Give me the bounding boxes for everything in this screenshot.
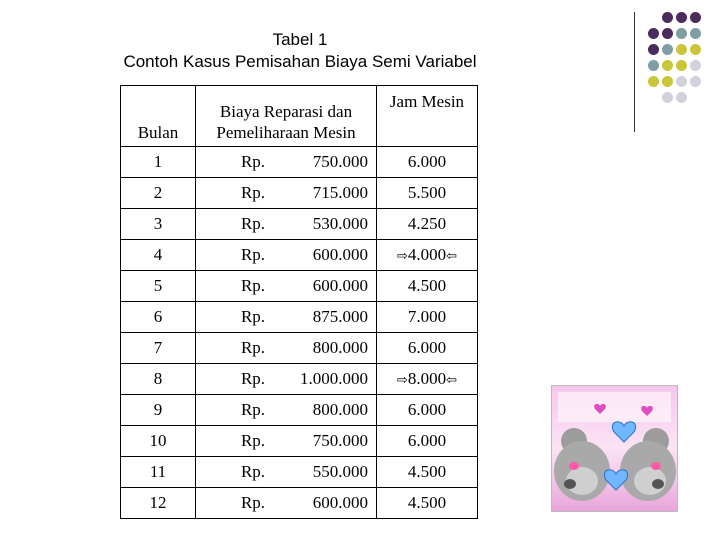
table-row [121,240,478,271]
header-biaya-line2: Pemeliharaan Mesin [216,123,356,142]
cell-biaya [196,333,377,364]
cost-amount: 875.000 [312,307,368,326]
cell-biaya [196,457,377,488]
arrow-left-icon: ⇦ [446,248,458,263]
slide-subtitle: Contoh Kasus Pemisahan Biaya Semi Variabel [123,52,477,71]
decorative-dot [662,92,673,103]
decorative-dot [690,12,701,23]
cell-jam-mesin: 7.000 [377,302,478,333]
decorative-dot [648,44,659,55]
cell-jam-mesin: 4.500 [377,488,478,519]
cell-bulan: 10 [121,426,196,457]
cell-biaya [196,302,377,333]
header-biaya [196,86,377,147]
cost-amount: 800.000 [312,338,368,357]
cost-amount: 1.000.000 [300,369,368,388]
cell-biaya [196,488,377,519]
cell-bulan: 5 [121,271,196,302]
decorative-dot [648,60,659,71]
cost-table [120,85,478,519]
cell-jam-mesin: 6.000 [377,395,478,426]
currency-label: Rp. [240,245,266,264]
decorative-dot [676,60,687,71]
cell-bulan: 6 [121,302,196,333]
table-row [121,426,478,457]
decorative-dot [690,60,701,71]
decorative-dot [648,76,659,87]
table-row [121,271,478,302]
cell-jam-mesin: 6.000 [377,426,478,457]
slide-title: Tabel 1 [272,30,328,49]
cell-bulan: 1 [121,147,196,178]
cell-biaya [196,271,377,302]
table-body [121,147,478,519]
decorative-dot [676,44,687,55]
cell-jam-mesin: 4.500 [377,457,478,488]
cost-amount: 530.000 [312,214,368,233]
currency-label: Rp. [240,462,266,481]
cell-bulan: 8 [121,364,196,395]
cell-jam-mesin: 5.500 [377,178,478,209]
table-row [121,302,478,333]
cell-bulan: 11 [121,457,196,488]
table-row [121,178,478,209]
currency-label: Rp. [240,214,266,233]
currency-label: Rp. [240,276,266,295]
currency-label: Rp. [240,183,266,202]
decorative-dot [662,76,673,87]
header-bulan: Bulan [121,86,196,147]
cell-biaya [196,240,377,271]
decorative-dot [690,44,701,55]
cell-bulan: 7 [121,333,196,364]
header-jam-mesin: Jam Mesin [377,86,478,147]
cell-biaya [196,426,377,457]
cell-biaya [196,395,377,426]
cell-bulan: 4 [121,240,196,271]
decorative-dot [662,60,673,71]
cell-jam-mesin: 4.250 [377,209,478,240]
divider-line [634,12,635,132]
currency-label: Rp. [240,400,266,419]
decorative-dot [676,76,687,87]
arrow-right-icon: ⇨ [396,372,408,387]
table-row [121,395,478,426]
table-row [121,333,478,364]
currency-label: Rp. [240,338,266,357]
decorative-dot [690,28,701,39]
currency-label: Rp. [240,307,266,326]
cell-biaya [196,147,377,178]
cost-amount: 800.000 [312,400,368,419]
decorative-dot [648,28,659,39]
cell-jam-mesin [377,240,478,271]
cell-biaya [196,364,377,395]
cell-jam-mesin [377,364,478,395]
cost-amount: 715.000 [312,183,368,202]
table-header-row [121,86,478,147]
currency-label: Rp. [240,493,266,512]
header-biaya-line1: Biaya Reparasi dan [219,102,353,121]
cell-jam-mesin: 4.500 [377,271,478,302]
table-row [121,457,478,488]
table-row [121,147,478,178]
cell-bulan: 2 [121,178,196,209]
cost-amount: 750.000 [312,152,368,171]
cell-biaya [196,178,377,209]
cost-amount: 600.000 [312,493,368,512]
decorative-dot [676,28,687,39]
cell-biaya [196,209,377,240]
cell-bulan: 12 [121,488,196,519]
teddy-bears-hearts-image [551,385,678,512]
decorative-dot [676,92,687,103]
jam-mesin-value: 4.000 [407,245,447,264]
cell-bulan: 3 [121,209,196,240]
cell-jam-mesin: 6.000 [377,333,478,364]
currency-label: Rp. [240,431,266,450]
jam-mesin-value: 8.000 [407,369,447,388]
decorative-dot [662,28,673,39]
decorative-dot [690,76,701,87]
cost-amount: 600.000 [312,245,368,264]
decorative-dot [676,12,687,23]
decorative-dot [662,44,673,55]
cost-amount: 600.000 [312,276,368,295]
cost-amount: 750.000 [312,431,368,450]
cost-amount: 550.000 [312,462,368,481]
cell-bulan: 9 [121,395,196,426]
table-row [121,364,478,395]
teddy-bears-illustration [552,386,677,511]
table-row [121,488,478,519]
currency-label: Rp. [240,369,266,388]
arrow-left-icon: ⇦ [446,372,458,387]
cell-jam-mesin: 6.000 [377,147,478,178]
decorative-dot [662,12,673,23]
arrow-right-icon: ⇨ [396,248,408,263]
currency-label: Rp. [240,152,266,171]
table-row [121,209,478,240]
